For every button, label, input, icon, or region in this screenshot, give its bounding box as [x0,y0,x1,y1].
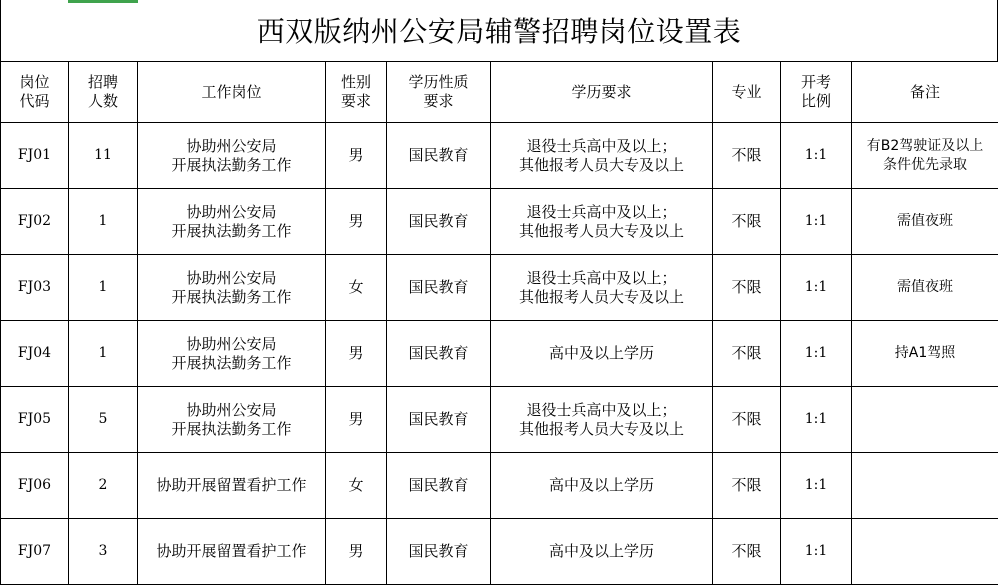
cell-position: 协助州公安局 开展执法勤务工作 [138,387,326,453]
header-code: 岗位 代码 [1,62,69,123]
cell-position: 协助州公安局 开展执法勤务工作 [138,123,326,189]
cell-ratio: 1:1 [781,123,852,189]
table-row [1,321,998,387]
cell-edu-type: 国民教育 [387,453,491,519]
cell-edu-type: 国民教育 [387,387,491,453]
cell-ratio: 1:1 [781,189,852,255]
header-position: 工作岗位 [138,62,326,123]
cell-remark: 持A1驾照 [852,321,998,387]
cell-remark: 需值夜班 [852,255,998,321]
header-ratio: 开考 比例 [781,62,852,123]
cell-code: FJ04 [1,321,69,387]
cell-major: 不限 [713,321,781,387]
cell-edu-type: 国民教育 [387,321,491,387]
cell-count: 3 [69,519,138,585]
cell-gender: 男 [326,321,387,387]
cell-major: 不限 [713,453,781,519]
header-count: 招聘 人数 [69,62,138,123]
cell-gender: 女 [326,255,387,321]
cell-gender: 男 [326,387,387,453]
cell-ratio: 1:1 [781,453,852,519]
cell-major: 不限 [713,519,781,585]
cell-major: 不限 [713,189,781,255]
table-row [1,123,998,189]
cell-count: 5 [69,387,138,453]
cell-edu-req: 退役士兵高中及以上； 其他报考人员大专及以上 [491,189,713,255]
cell-count: 2 [69,453,138,519]
cell-count: 1 [69,189,138,255]
table-row [1,189,998,255]
table-header-row [1,62,998,123]
cell-code: FJ06 [1,453,69,519]
cell-major: 不限 [713,255,781,321]
cell-gender: 男 [326,123,387,189]
cell-gender: 男 [326,519,387,585]
cell-ratio: 1:1 [781,321,852,387]
header-gender: 性别 要求 [326,62,387,123]
cell-edu-type: 国民教育 [387,255,491,321]
cell-remark: 需值夜班 [852,189,998,255]
header-major: 专业 [713,62,781,123]
cell-ratio: 1:1 [781,519,852,585]
cell-edu-type: 国民教育 [387,189,491,255]
cell-count: 1 [69,255,138,321]
header-remark: 备注 [852,62,998,123]
cell-edu-req: 高中及以上学历 [491,453,713,519]
cell-ratio: 1:1 [781,255,852,321]
cell-gender: 男 [326,189,387,255]
cell-edu-req: 高中及以上学历 [491,321,713,387]
header-edu-req: 学历要求 [491,62,713,123]
cell-edu-req: 退役士兵高中及以上； 其他报考人员大专及以上 [491,123,713,189]
table-row [1,453,998,519]
cell-remark [852,453,998,519]
cell-gender: 女 [326,453,387,519]
cell-position: 协助开展留置看护工作 [138,519,326,585]
cell-position: 协助开展留置看护工作 [138,453,326,519]
cell-count: 1 [69,321,138,387]
table-row [1,387,998,453]
table-row [1,519,998,585]
cell-edu-type: 国民教育 [387,123,491,189]
cell-position: 协助州公安局 开展执法勤务工作 [138,321,326,387]
cell-ratio: 1:1 [781,387,852,453]
header-edu-type: 学历性质 要求 [387,62,491,123]
cell-remark [852,519,998,585]
cell-edu-req: 高中及以上学历 [491,519,713,585]
cell-code: FJ03 [1,255,69,321]
cell-remark: 有B2驾驶证及以上 条件优先录取 [852,123,998,189]
cell-remark [852,387,998,453]
cell-count: 11 [69,123,138,189]
cell-code: FJ05 [1,387,69,453]
cell-code: FJ01 [1,123,69,189]
page-title: 西双版纳州公安局辅警招聘岗位设置表 [0,0,998,62]
cell-position: 协助州公安局 开展执法勤务工作 [138,255,326,321]
cell-edu-req: 退役士兵高中及以上； 其他报考人员大专及以上 [491,387,713,453]
table-row [1,255,998,321]
cell-major: 不限 [713,387,781,453]
cell-position: 协助州公安局 开展执法勤务工作 [138,189,326,255]
recruitment-table [0,61,998,585]
cell-edu-req: 退役士兵高中及以上； 其他报考人员大专及以上 [491,255,713,321]
cell-major: 不限 [713,123,781,189]
cell-code: FJ02 [1,189,69,255]
cell-edu-type: 国民教育 [387,519,491,585]
cell-code: FJ07 [1,519,69,585]
